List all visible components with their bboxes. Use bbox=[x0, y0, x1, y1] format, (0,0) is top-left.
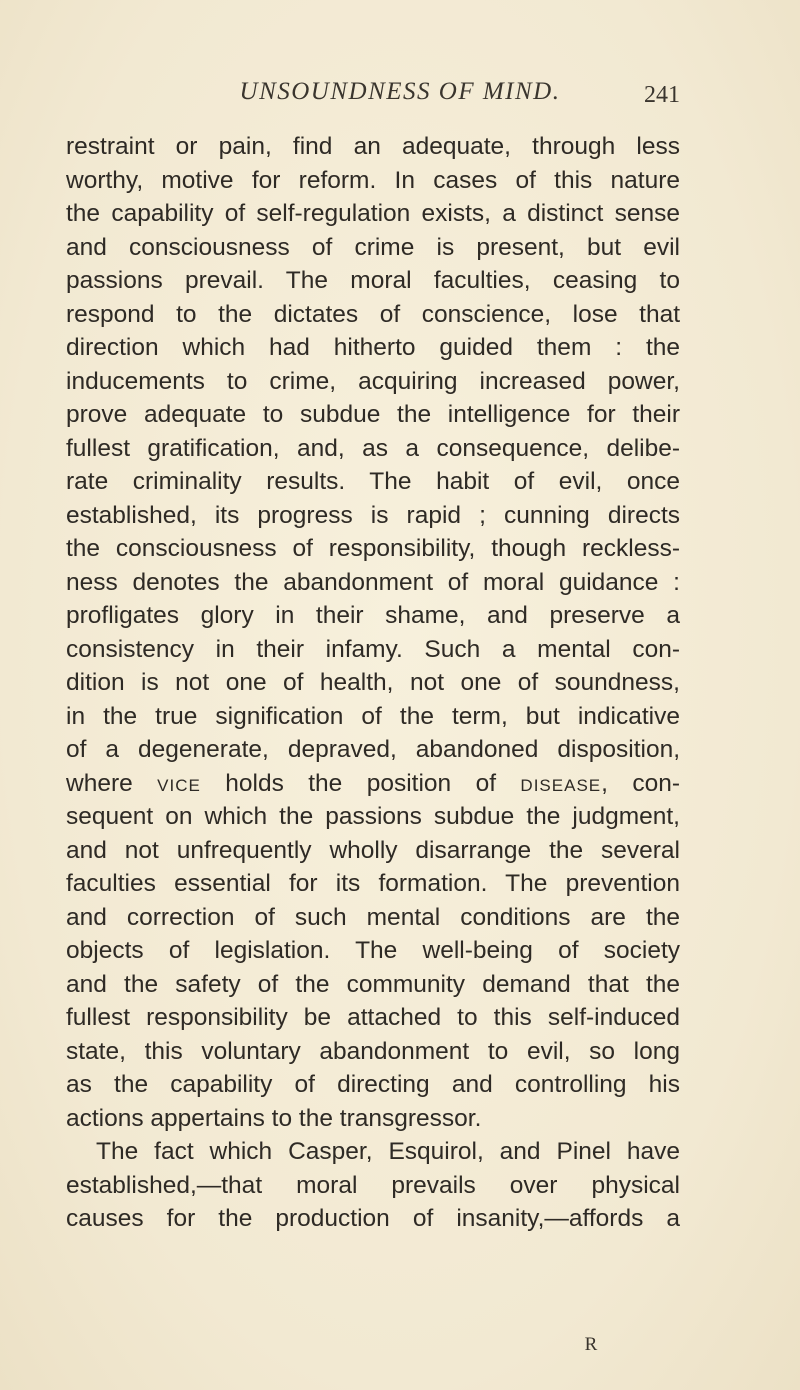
text-line: prove adequate to subdue the intelligence for their bbox=[66, 401, 680, 428]
text-line: ness denotes the abandonment of moral guidance : bbox=[66, 568, 680, 596]
text-line: as the capability of directing and controlling his bbox=[66, 1071, 680, 1098]
text-line: inducements to crime, acquiring increased power, bbox=[66, 367, 680, 395]
text-line: dition is not one of health, not one of soundness, bbox=[66, 669, 680, 696]
text-line: fullest responsibility be attached to this self-induced bbox=[66, 1004, 680, 1031]
text-line: causes for the production of insanity,—affords a bbox=[66, 1205, 680, 1232]
signature-mark: R bbox=[584, 1334, 598, 1355]
text-line: passions prevail. The moral faculties, ceasing to bbox=[66, 267, 680, 294]
small-caps-disease: disease bbox=[520, 769, 602, 797]
text-line: profligates glory in their shame, and preserve a bbox=[66, 602, 680, 629]
text-line: established,—that moral prevails over physical bbox=[66, 1171, 680, 1199]
text-line-small-caps bbox=[66, 767, 680, 801]
text-line: worthy, motive for reform. In cases of this nature bbox=[66, 166, 680, 194]
text-line: state, this voluntary abandonment to evil, so long bbox=[66, 1037, 680, 1065]
text-line: restraint or pain, find an adequate, through less bbox=[66, 133, 680, 160]
text-line: and the safety of the community demand that the bbox=[66, 970, 680, 998]
text-line: the consciousness of responsibility, though reckless- bbox=[66, 535, 680, 562]
body-text bbox=[66, 130, 680, 1236]
text-line: objects of legislation. The well-being of society bbox=[66, 937, 680, 964]
text-line-paragraph-start: The fact which Casper, Esquirol, and Pinel have bbox=[96, 1138, 680, 1165]
text-line: respond to the dictates of conscience, lose that bbox=[66, 300, 680, 328]
small-caps-vice: vice bbox=[157, 769, 201, 797]
text-line: sequent on which the passions subdue the judgment, bbox=[66, 803, 680, 830]
text-segment: , con- bbox=[601, 769, 681, 797]
text-segment: where bbox=[66, 769, 158, 797]
text-segment: holds the position of bbox=[200, 769, 521, 797]
text-line: rate criminality results. The habit of evil, once bbox=[66, 468, 680, 495]
text-line: and correction of such mental conditions are the bbox=[66, 903, 680, 931]
text-line: of a degenerate, depraved, abandoned disposition, bbox=[66, 736, 680, 763]
text-line-paragraph-end: actions appertains to the transgressor. bbox=[66, 1104, 482, 1132]
text-line: consistency in their infamy. Such a mental con- bbox=[66, 635, 680, 663]
text-line: direction which had hitherto guided them : the bbox=[66, 334, 680, 361]
page-number: 241 bbox=[644, 82, 680, 108]
text-line: established, its progress is rapid ; cunning directs bbox=[66, 501, 680, 529]
text-line: fullest gratification, and, as a consequence, delibe- bbox=[66, 434, 680, 462]
text-line: and consciousness of crime is present, but evil bbox=[66, 233, 680, 261]
text-line: faculties essential for its formation. The prevention bbox=[66, 870, 680, 897]
running-title: UNSOUNDNESS OF MIND. bbox=[239, 78, 561, 105]
text-line: in the true signification of the term, but indicative bbox=[66, 702, 680, 730]
text-line: the capability of self-regulation exists, a distinct sense bbox=[66, 200, 680, 227]
text-line: and not unfrequently wholly disarrange the several bbox=[66, 836, 680, 864]
running-head bbox=[0, 76, 800, 112]
